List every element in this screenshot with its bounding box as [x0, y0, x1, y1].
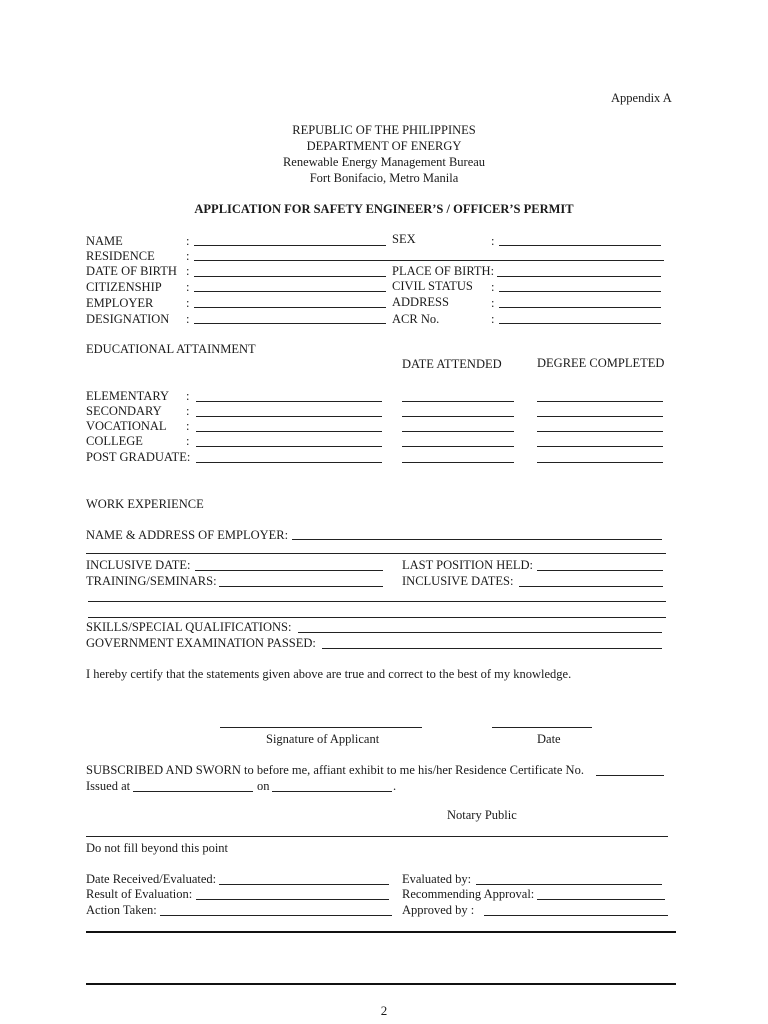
- secondary-degree-field[interactable]: [537, 416, 663, 417]
- header-bureau: Renewable Energy Management Bureau: [282, 155, 486, 169]
- sworn-statement: SUBSCRIBED AND SWORN to before me, affiant exhibit to me his/her Residence Certificate No.: [86, 763, 584, 777]
- residence-certificate-field[interactable]: [596, 775, 664, 776]
- place-of-birth-label: PLACE OF BIRTH:: [392, 264, 495, 278]
- header-republic: REPUBLIC OF THE PHILIPPINES: [292, 123, 476, 137]
- acr-label: ACR No.: [392, 312, 440, 326]
- college-degree-field[interactable]: [537, 446, 663, 447]
- employer-label: EMPLOYER: [86, 296, 154, 310]
- sex-field[interactable]: [499, 245, 661, 246]
- colon: :: [491, 312, 495, 326]
- result-label: Result of Evaluation:: [86, 887, 193, 901]
- place-of-birth-field[interactable]: [497, 276, 661, 277]
- training-seminars-label: TRAINING/SEMINARS:: [86, 574, 217, 588]
- designation-field[interactable]: [194, 323, 386, 324]
- designation-label: DESIGNATION: [86, 312, 170, 326]
- colon: :: [186, 404, 190, 418]
- issued-at-label: Issued at: [86, 779, 131, 793]
- address-label: ADDRESS: [392, 295, 449, 309]
- colon: :: [186, 280, 190, 294]
- post-graduate-date-field[interactable]: [402, 462, 514, 463]
- colon: :: [186, 389, 190, 403]
- colon: :: [491, 296, 495, 310]
- recommending-approval-field[interactable]: [537, 899, 665, 900]
- employer-name-address-label: NAME & ADDRESS OF EMPLOYER:: [86, 528, 289, 542]
- post-graduate-label: POST GRADUATE:: [86, 450, 191, 464]
- sex-label: SEX: [392, 232, 416, 246]
- post-graduate-degree-field[interactable]: [537, 462, 663, 463]
- date-label: Date: [537, 732, 561, 746]
- inclusive-date-field[interactable]: [195, 570, 383, 571]
- colon: :: [186, 434, 190, 448]
- result-field[interactable]: [196, 899, 389, 900]
- date-received-label: Date Received/Evaluated:: [86, 872, 217, 886]
- colon: :: [186, 249, 190, 263]
- certification-statement: I hereby certify that the statements given above are true and correct to the best of my knowledge.: [86, 667, 572, 681]
- last-position-label: LAST POSITION HELD:: [402, 558, 534, 572]
- degree-completed-header: DEGREE COMPLETED: [537, 356, 665, 370]
- employer-name-address-field-2[interactable]: [86, 553, 666, 554]
- work-experience-heading: WORK EXPERIENCE: [86, 497, 204, 511]
- action-taken-field[interactable]: [160, 915, 392, 916]
- evaluated-by-field[interactable]: [476, 884, 662, 885]
- vocational-label: VOCATIONAL: [86, 419, 167, 433]
- office-divider: [86, 836, 668, 837]
- training-seminars-field[interactable]: [219, 586, 383, 587]
- training-seminars-field-2[interactable]: [88, 601, 666, 602]
- colon: :: [491, 234, 495, 248]
- on-label: on: [257, 779, 270, 793]
- issued-at-field[interactable]: [133, 791, 253, 792]
- evaluated-by-label: Evaluated by:: [402, 872, 472, 886]
- employer-field[interactable]: [194, 307, 386, 308]
- signature-field[interactable]: [220, 727, 422, 728]
- citizenship-field[interactable]: [194, 291, 386, 292]
- elementary-label: ELEMENTARY: [86, 389, 170, 403]
- skills-field[interactable]: [298, 632, 662, 633]
- college-label: COLLEGE: [86, 434, 143, 448]
- secondary-school-field[interactable]: [196, 416, 382, 417]
- bottom-rule-2: [86, 983, 676, 985]
- form-title: APPLICATION FOR SAFETY ENGINEER’S / OFFICER’S PERMIT: [194, 202, 574, 216]
- signature-date-field[interactable]: [492, 727, 592, 728]
- dob-field[interactable]: [194, 276, 386, 277]
- colon: :: [491, 280, 495, 294]
- post-graduate-school-field[interactable]: [196, 462, 382, 463]
- elementary-degree-field[interactable]: [537, 401, 663, 402]
- residence-label: RESIDENCE: [86, 249, 155, 263]
- gov-exam-label: GOVERNMENT EXAMINATION PASSED:: [86, 636, 316, 650]
- secondary-date-field[interactable]: [402, 416, 514, 417]
- residence-field[interactable]: [194, 260, 664, 261]
- gov-exam-field[interactable]: [322, 648, 662, 649]
- training-seminars-field-3[interactable]: [88, 617, 666, 618]
- header-department: DEPARTMENT OF ENERGY: [306, 139, 462, 153]
- elementary-school-field[interactable]: [196, 401, 382, 402]
- approved-by-label: Approved by :: [402, 903, 475, 917]
- colon: :: [186, 419, 190, 433]
- vocational-date-field[interactable]: [402, 431, 514, 432]
- skills-label: SKILLS/SPECIAL QUALIFICATIONS:: [86, 620, 292, 634]
- recommending-approval-label: Recommending Approval:: [402, 887, 535, 901]
- civil-status-field[interactable]: [499, 291, 661, 292]
- dob-label: DATE OF BIRTH: [86, 264, 177, 278]
- appendix-label: Appendix A: [611, 91, 672, 105]
- date-attended-header: DATE ATTENDED: [402, 357, 502, 371]
- office-use-note: Do not fill beyond this point: [86, 841, 229, 855]
- education-heading: EDUCATIONAL ATTAINMENT: [86, 342, 256, 356]
- inclusive-dates-field[interactable]: [519, 586, 663, 587]
- citizenship-label: CITIZENSHIP: [86, 280, 162, 294]
- civil-status-label: CIVIL STATUS: [392, 279, 473, 293]
- colon: :: [186, 264, 190, 278]
- vocational-school-field[interactable]: [196, 431, 382, 432]
- inclusive-dates-label: INCLUSIVE DATES:: [402, 574, 514, 588]
- date-received-field[interactable]: [219, 884, 389, 885]
- header-location: Fort Bonifacio, Metro Manila: [309, 171, 459, 185]
- colon: :: [186, 234, 190, 248]
- secondary-label: SECONDARY: [86, 404, 162, 418]
- college-date-field[interactable]: [402, 446, 514, 447]
- colon: :: [186, 296, 190, 310]
- name-label: NAME: [86, 234, 123, 248]
- employer-name-address-field[interactable]: [292, 539, 662, 540]
- name-field[interactable]: [194, 245, 386, 246]
- approved-by-field[interactable]: [484, 915, 668, 916]
- notary-public-label: Notary Public: [447, 808, 517, 822]
- last-position-field[interactable]: [537, 570, 663, 571]
- acr-field[interactable]: [499, 323, 661, 324]
- bottom-rule-1: [86, 931, 676, 933]
- vocational-degree-field[interactable]: [537, 431, 663, 432]
- elementary-date-field[interactable]: [402, 401, 514, 402]
- college-school-field[interactable]: [196, 446, 382, 447]
- sworn-period: .: [393, 779, 397, 793]
- colon: :: [186, 312, 190, 326]
- inclusive-date-label: INCLUSIVE DATE:: [86, 558, 191, 572]
- action-taken-label: Action Taken:: [86, 903, 157, 917]
- address-field[interactable]: [499, 307, 661, 308]
- signature-label: Signature of Applicant: [266, 732, 380, 746]
- issued-on-field[interactable]: [272, 791, 392, 792]
- page-number: 2: [380, 1003, 388, 1018]
